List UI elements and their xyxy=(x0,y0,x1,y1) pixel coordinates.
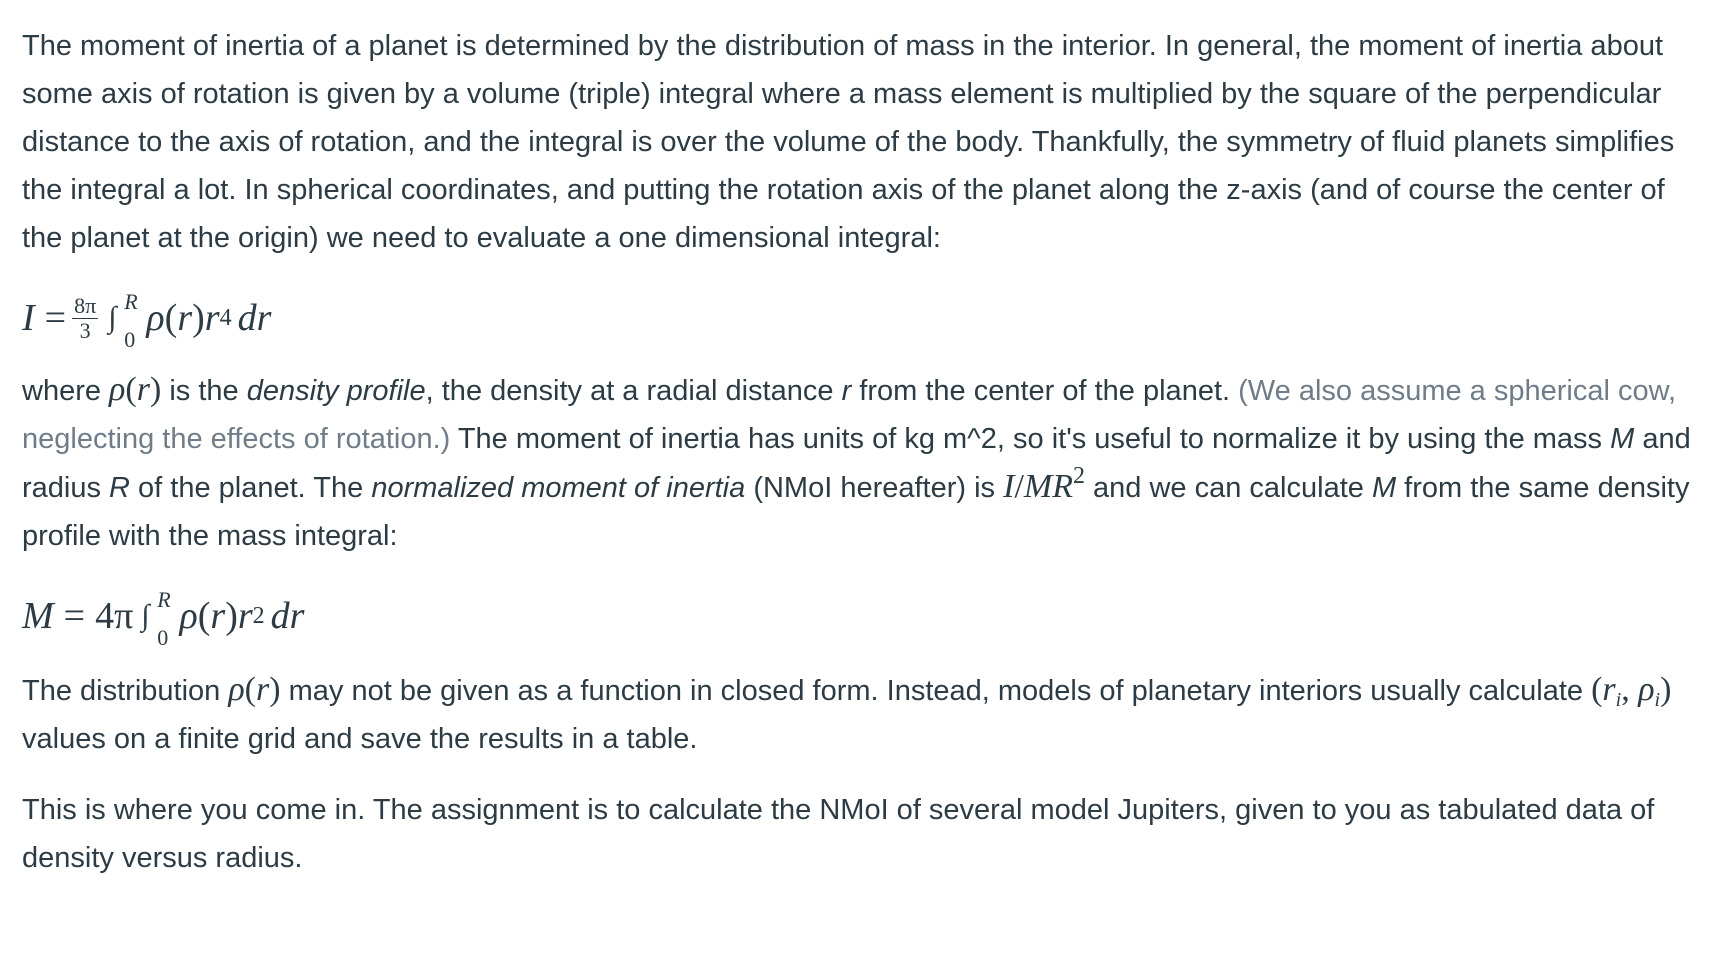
eq2-lhs: M xyxy=(22,595,54,637)
p3-tuple xyxy=(1591,671,1672,711)
p3-paren-open: ( xyxy=(244,671,256,708)
eq1-d: d xyxy=(237,297,257,339)
p2-mass-term-2: M xyxy=(1371,472,1397,504)
p3-rho: ρ xyxy=(228,671,245,708)
eq1-paren-close: ) xyxy=(192,297,205,339)
intro-paragraph: The moment of inertia of a planet is determined by the distribution of mass in the interior. In general, the moment of inertia about some axis of rotation is given by a volume (triple) integral where a mass element is multiplied by the square of the perpendicular distance to the axis of rotation, and the integral is over the volume of the body. Thankfully, the symmetry of fluid planets simplifies the integral a lot. In spherical coordinates, and putting the rotation axis of the planet along the z-axis (and of course the center of the planet at the origin) we need to evaluate a one dimensional integral: xyxy=(22,30,1675,254)
eq1-lower-limit: 0 xyxy=(124,327,136,352)
p2-nmoi-slash: / xyxy=(1014,468,1024,505)
p2-rho-of-r xyxy=(109,371,161,408)
p3-tuple-r: r xyxy=(1602,671,1616,708)
eq1-var: r xyxy=(177,297,193,339)
eq2-dvar: r xyxy=(289,595,305,637)
eq1-frac-denominator: 3 xyxy=(79,317,91,343)
mass-integral-equation: M = 4π ∫ R 0 ρ ( r ) r 2 d r xyxy=(22,580,1712,652)
eq2-upper-limit: R xyxy=(157,587,171,612)
p3-text-3: values on a finite grid and save the results in a table. xyxy=(22,723,698,755)
assignment-paragraph: This is where you come in. The assignment is to calculate the NMoI of several model Jupiters, given to you as tabulated data of density versus radius. xyxy=(22,794,1655,874)
eq1-r: r xyxy=(204,297,220,339)
density-profile-paragraph xyxy=(22,366,1712,560)
distribution-paragraph xyxy=(22,666,1712,763)
p2-text-6: and radius xyxy=(22,423,1691,504)
document-body xyxy=(22,22,1712,882)
eq1-integral-sign: ∫ xyxy=(108,301,117,334)
p2-paren-open: ( xyxy=(125,371,137,408)
p3-tuple-rho: ρ xyxy=(1638,671,1655,708)
p2-nmoi-term: normalized moment of inertia xyxy=(371,472,746,504)
p2-text-4: from the center of the planet. xyxy=(851,375,1239,407)
eq2-var: r xyxy=(210,595,226,637)
p2-text-1: where xyxy=(22,375,110,407)
p2-density-profile-term: density profile xyxy=(246,375,426,407)
p2-text-9: and we can calculate xyxy=(1084,472,1372,504)
p3-tuple-sub-2: i xyxy=(1654,689,1661,711)
eq2-rho: ρ xyxy=(179,595,198,637)
moment-of-inertia-equation: I = $\frac{8\pi}{3}$ ∫ R 0 ρ ( r ) r 4 d r xyxy=(22,282,1712,354)
eq2-paren-open: ( xyxy=(197,595,211,637)
eq1-rho: ρ xyxy=(146,297,165,339)
eq1-dvar: r xyxy=(256,297,272,339)
eq2-lower-limit: 0 xyxy=(157,625,169,650)
p2-text-3: , the density at a radial distance xyxy=(425,375,842,407)
eq1-upper-limit: R xyxy=(124,289,138,314)
p2-text-8: (NMoI hereafter) is xyxy=(745,472,1004,504)
p3-rho-of-r xyxy=(228,671,280,708)
p2-paren-close: ) xyxy=(149,371,162,408)
p2-mass-term: M xyxy=(1610,423,1635,455)
eq1-frac-numerator: 8π xyxy=(74,292,97,318)
eq2-coefficient: 4π xyxy=(95,595,134,637)
p2-nmoi-formula xyxy=(1003,463,1085,505)
p3-tuple-sub-1: i xyxy=(1615,689,1622,711)
p2-text-7: of the planet. The xyxy=(130,472,372,504)
p2-var: r xyxy=(136,371,150,408)
eq2-r: r xyxy=(237,595,253,637)
p2-rho: ρ xyxy=(109,371,126,408)
p2-text-5: The moment of inertia has units of kg m^2, so it's useful to normalize it by using the mass xyxy=(450,423,1611,455)
p3-text-2: may not be given as a function in closed form. Instead, models of planetary interiors usually calculate xyxy=(280,675,1592,707)
p2-text-10: from the same density profile with the mass integral: xyxy=(22,472,1690,552)
eq2-integral-sign: ∫ xyxy=(141,599,150,632)
p2-text-2: is the xyxy=(161,375,247,407)
eq1-lhs: I xyxy=(22,297,35,339)
eq2-paren-close: ) xyxy=(225,595,238,637)
p2-r-term: r xyxy=(841,375,852,407)
p2-nmoi-i: I xyxy=(1003,468,1015,505)
p2-spherical-cow-aside: (We also assume a spherical cow, neglecting the effects of rotation.) xyxy=(22,375,1676,455)
p3-var: r xyxy=(255,671,270,708)
eq1-integral xyxy=(108,282,138,354)
eq2-equals: = xyxy=(63,595,86,637)
p3-tuple-open: ( xyxy=(1591,671,1603,708)
p2-nmoi-mr: MR xyxy=(1023,468,1073,505)
p3-tuple-close: ) xyxy=(1660,671,1672,708)
p3-tuple-comma: , xyxy=(1621,671,1639,708)
eq1-paren-open: ( xyxy=(164,297,178,339)
eq2-integral xyxy=(141,580,171,652)
p3-paren-close: ) xyxy=(269,671,281,708)
eq1-equals: = xyxy=(44,297,67,339)
eq1-fraction xyxy=(72,292,98,343)
p2-nmoi-power: 2 xyxy=(1072,463,1085,489)
p2-radius-term: R xyxy=(109,472,130,504)
p3-text-1: The distribution xyxy=(22,675,229,707)
eq2-d: d xyxy=(270,595,290,637)
